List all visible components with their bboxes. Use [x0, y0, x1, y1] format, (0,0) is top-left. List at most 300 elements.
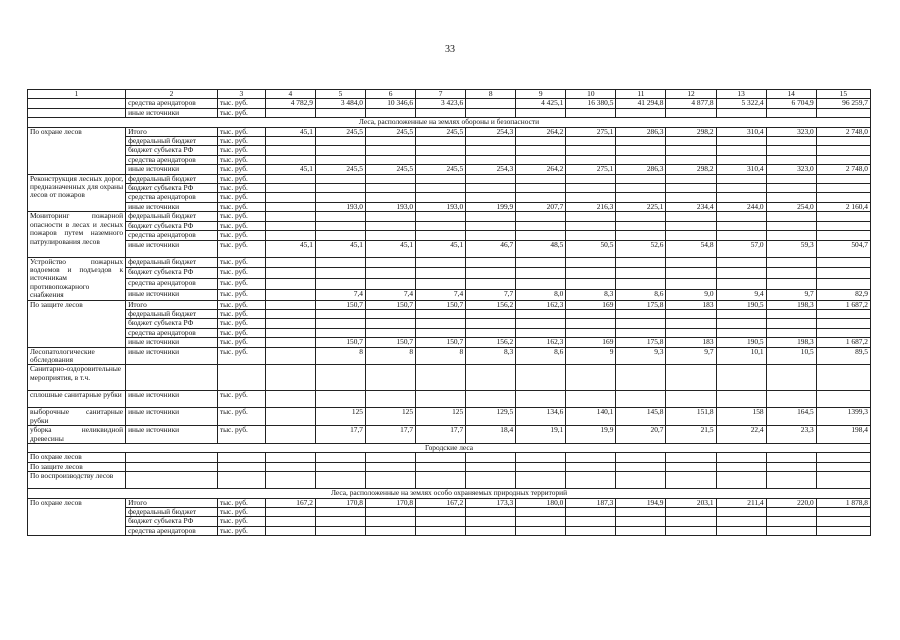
value-cell	[466, 146, 516, 155]
unit: тыс. руб.	[217, 165, 265, 174]
value-cell: 59,3	[766, 240, 816, 257]
activity-name: сплошные санитарные рубки	[28, 391, 126, 408]
value-cell	[366, 221, 416, 230]
value-cell: 193,0	[416, 202, 466, 211]
value-cell	[566, 472, 616, 489]
value-cell	[315, 137, 365, 146]
unit: тыс. руб.	[217, 184, 265, 193]
value-cell: 245,5	[366, 165, 416, 174]
value-cell	[666, 193, 716, 202]
value-cell	[516, 137, 566, 146]
value-cell: 180,0	[516, 498, 566, 507]
value-cell	[516, 472, 566, 489]
value-cell	[616, 472, 666, 489]
value-cell	[416, 365, 466, 391]
value-cell	[716, 184, 766, 193]
value-cell	[566, 365, 616, 391]
table-row	[28, 165, 871, 174]
value-cell	[566, 462, 616, 471]
value-cell: 10,1	[716, 347, 766, 365]
value-cell: 17,7	[366, 426, 416, 444]
table-row	[28, 146, 871, 155]
value-cell	[816, 146, 870, 155]
value-cell: 45,1	[265, 127, 315, 136]
funding-source: иные источники	[126, 426, 218, 444]
value-cell: 150,7	[366, 338, 416, 347]
value-cell	[466, 155, 516, 164]
value-cell: 151,8	[666, 408, 716, 426]
value-cell	[416, 517, 466, 526]
value-cell: 254,3	[466, 127, 516, 136]
value-cell	[265, 289, 315, 300]
value-cell	[616, 328, 666, 337]
value-cell: 145,8	[616, 408, 666, 426]
unit: тыс. руб.	[217, 347, 265, 365]
value-cell	[666, 268, 716, 279]
value-cell	[366, 462, 416, 471]
value-cell: 8	[416, 347, 466, 365]
table-row	[28, 221, 871, 230]
value-cell: 45,1	[265, 240, 315, 257]
table-row	[28, 184, 871, 193]
value-cell: 89,5	[816, 347, 870, 365]
value-cell	[816, 155, 870, 164]
value-cell	[416, 319, 466, 328]
value-cell	[716, 279, 766, 290]
value-cell	[666, 279, 716, 290]
value-cell	[666, 391, 716, 408]
activity-name: выборочные санитарные рубки	[28, 408, 126, 426]
value-cell	[566, 328, 616, 337]
value-cell: 4 877,8	[666, 99, 716, 108]
table-row	[28, 472, 871, 489]
value-cell	[666, 257, 716, 268]
value-cell	[466, 309, 516, 318]
value-cell	[466, 319, 516, 328]
value-cell	[466, 268, 516, 279]
value-cell	[265, 453, 315, 462]
unit: тыс. руб.	[217, 517, 265, 526]
value-cell	[416, 137, 466, 146]
value-cell	[265, 174, 315, 183]
section-title: Леса, расположенные на землях обороны и безопасности	[28, 118, 871, 127]
value-cell	[766, 155, 816, 164]
table-row	[28, 300, 871, 309]
value-cell	[766, 526, 816, 535]
value-cell	[766, 508, 816, 517]
funding-source: иные источники	[126, 408, 218, 426]
value-cell	[566, 517, 616, 526]
value-cell: 23,3	[766, 426, 816, 444]
table-row	[28, 508, 871, 517]
value-cell: 286,3	[616, 165, 666, 174]
unit: тыс. руб.	[217, 300, 265, 309]
value-cell	[366, 279, 416, 290]
value-cell	[716, 472, 766, 489]
value-cell: 48,5	[516, 240, 566, 257]
funding-source	[126, 472, 218, 489]
value-cell	[265, 328, 315, 337]
value-cell	[616, 193, 666, 202]
value-cell: 310,4	[716, 165, 766, 174]
funding-source: иные источники	[126, 108, 218, 117]
unit: тыс. руб.	[217, 309, 265, 318]
value-cell: 17,7	[315, 426, 365, 444]
column-number: 11	[616, 90, 666, 99]
value-cell	[566, 257, 616, 268]
value-cell	[416, 155, 466, 164]
value-cell	[416, 146, 466, 155]
value-cell	[816, 472, 870, 489]
value-cell	[816, 453, 870, 462]
value-cell	[265, 300, 315, 309]
funding-source	[126, 462, 218, 471]
value-cell	[466, 212, 516, 221]
value-cell	[716, 268, 766, 279]
value-cell	[816, 184, 870, 193]
value-cell	[516, 391, 566, 408]
value-cell	[466, 174, 516, 183]
value-cell	[616, 146, 666, 155]
column-number: 14	[766, 90, 816, 99]
funding-source	[126, 365, 218, 391]
activity-name: Лесопатологические обследования	[28, 347, 126, 365]
value-cell	[616, 453, 666, 462]
value-cell: 8,6	[516, 347, 566, 365]
activity-name: По воспроизводству лесов	[28, 472, 126, 489]
value-cell	[766, 462, 816, 471]
value-cell: 245,5	[315, 165, 365, 174]
table-row	[28, 155, 871, 164]
value-cell: 7,4	[315, 289, 365, 300]
value-cell: 187,3	[566, 498, 616, 507]
financing-table	[27, 89, 871, 536]
activity-name: Реконструкция лесных дорог, предназначенных для охраны лесов от пожаров	[28, 174, 126, 212]
value-cell	[366, 108, 416, 117]
value-cell	[516, 146, 566, 155]
unit	[217, 453, 265, 462]
value-cell: 45,1	[315, 240, 365, 257]
value-cell: 1 878,8	[816, 498, 870, 507]
value-cell	[466, 99, 516, 108]
table-row	[28, 338, 871, 347]
value-cell: 275,1	[566, 165, 616, 174]
value-cell	[466, 108, 516, 117]
value-cell: 175,8	[616, 300, 666, 309]
value-cell	[265, 184, 315, 193]
value-cell	[315, 155, 365, 164]
value-cell: 298,2	[666, 165, 716, 174]
value-cell: 150,7	[366, 300, 416, 309]
unit: тыс. руб.	[217, 408, 265, 426]
value-cell	[516, 319, 566, 328]
value-cell	[616, 309, 666, 318]
activity-name: По охране лесов	[28, 453, 126, 462]
value-cell	[416, 268, 466, 279]
value-cell	[666, 137, 716, 146]
value-cell	[716, 453, 766, 462]
value-cell	[516, 174, 566, 183]
table-row	[28, 240, 871, 257]
value-cell: 193,0	[315, 202, 365, 211]
value-cell: 45,1	[366, 240, 416, 257]
value-cell	[566, 212, 616, 221]
value-cell	[265, 231, 315, 240]
table-row	[28, 408, 871, 426]
value-cell: 3 423,6	[416, 99, 466, 108]
value-cell	[716, 108, 766, 117]
value-cell	[766, 193, 816, 202]
value-cell: 193,0	[366, 202, 416, 211]
value-cell: 170,8	[366, 498, 416, 507]
value-cell	[516, 309, 566, 318]
value-cell	[666, 508, 716, 517]
value-cell	[666, 517, 716, 526]
value-cell	[716, 155, 766, 164]
value-cell	[666, 184, 716, 193]
column-number: 9	[516, 90, 566, 99]
value-cell	[315, 108, 365, 117]
value-cell	[816, 328, 870, 337]
value-cell	[516, 526, 566, 535]
value-cell	[566, 526, 616, 535]
value-cell: 9,3	[616, 347, 666, 365]
unit: тыс. руб.	[217, 508, 265, 517]
funding-source: бюджет субъекта РФ	[126, 146, 218, 155]
funding-source: иные источники	[126, 202, 218, 211]
value-cell	[616, 184, 666, 193]
value-cell	[566, 508, 616, 517]
value-cell: 216,3	[566, 202, 616, 211]
value-cell	[716, 365, 766, 391]
value-cell	[416, 462, 466, 471]
value-cell: 10,5	[766, 347, 816, 365]
value-cell	[416, 257, 466, 268]
funding-source: Итого	[126, 498, 218, 507]
funding-source: бюджет субъекта РФ	[126, 517, 218, 526]
value-cell	[366, 472, 416, 489]
funding-source: средства арендаторов	[126, 155, 218, 164]
value-cell	[315, 319, 365, 328]
value-cell	[466, 472, 516, 489]
table-row	[28, 279, 871, 290]
value-cell	[366, 517, 416, 526]
value-cell	[816, 526, 870, 535]
value-cell	[315, 517, 365, 526]
value-cell	[816, 108, 870, 117]
table-row	[28, 391, 871, 408]
value-cell	[265, 426, 315, 444]
value-cell: 134,6	[516, 408, 566, 426]
unit: тыс. руб.	[217, 268, 265, 279]
funding-source: бюджет субъекта РФ	[126, 268, 218, 279]
value-cell	[616, 526, 666, 535]
funding-source: иные источники	[126, 347, 218, 365]
funding-source: средства арендаторов	[126, 193, 218, 202]
value-cell: 9,7	[766, 289, 816, 300]
value-cell: 234,4	[666, 202, 716, 211]
unit: тыс. руб.	[217, 137, 265, 146]
value-cell: 211,4	[716, 498, 766, 507]
value-cell	[666, 221, 716, 230]
value-cell	[315, 328, 365, 337]
funding-source: Итого	[126, 127, 218, 136]
value-cell: 323,0	[766, 127, 816, 136]
value-cell	[566, 193, 616, 202]
value-cell	[315, 365, 365, 391]
value-cell: 19,9	[566, 426, 616, 444]
value-cell: 7,7	[466, 289, 516, 300]
activity-name: По защите лесов	[28, 462, 126, 471]
value-cell	[766, 319, 816, 328]
value-cell: 17,7	[416, 426, 466, 444]
value-cell: 140,1	[566, 408, 616, 426]
column-number: 13	[716, 90, 766, 99]
value-cell	[716, 391, 766, 408]
value-cell	[566, 174, 616, 183]
value-cell	[265, 268, 315, 279]
value-cell	[315, 184, 365, 193]
unit: тыс. руб.	[217, 212, 265, 221]
value-cell	[265, 309, 315, 318]
value-cell: 1 687,2	[816, 300, 870, 309]
value-cell	[816, 365, 870, 391]
value-cell: 8	[366, 347, 416, 365]
funding-source: федеральный бюджет	[126, 174, 218, 183]
value-cell	[616, 221, 666, 230]
value-cell	[566, 391, 616, 408]
unit: тыс. руб.	[217, 338, 265, 347]
unit: тыс. руб.	[217, 426, 265, 444]
value-cell	[366, 257, 416, 268]
value-cell: 156,2	[466, 338, 516, 347]
value-cell	[366, 212, 416, 221]
value-cell	[315, 526, 365, 535]
value-cell: 18,4	[466, 426, 516, 444]
value-cell	[315, 453, 365, 462]
value-cell	[616, 155, 666, 164]
value-cell	[466, 279, 516, 290]
table-row	[28, 137, 871, 146]
value-cell: 45,1	[416, 240, 466, 257]
table-row	[28, 257, 871, 268]
unit: тыс. руб.	[217, 319, 265, 328]
funding-source: Итого	[126, 300, 218, 309]
value-cell: 245,5	[315, 127, 365, 136]
value-cell	[616, 365, 666, 391]
value-cell	[366, 328, 416, 337]
column-number: 15	[816, 90, 870, 99]
value-cell	[416, 184, 466, 193]
value-cell	[466, 221, 516, 230]
unit: тыс. руб.	[217, 526, 265, 535]
value-cell	[566, 319, 616, 328]
value-cell	[616, 174, 666, 183]
section-heading-row	[28, 444, 871, 453]
value-cell	[315, 462, 365, 471]
value-cell	[766, 184, 816, 193]
unit: тыс. руб.	[217, 498, 265, 507]
activity-name: Мониторинг пожарной опасности в лесах и лесных пожаров путем наземного патрулирования лесов	[28, 212, 126, 257]
value-cell	[816, 257, 870, 268]
value-cell	[666, 231, 716, 240]
value-cell: 57,0	[716, 240, 766, 257]
value-cell: 150,7	[315, 338, 365, 347]
value-cell: 162,3	[516, 300, 566, 309]
value-cell	[766, 309, 816, 318]
value-cell: 198,3	[766, 300, 816, 309]
value-cell	[265, 193, 315, 202]
value-cell	[416, 309, 466, 318]
value-cell: 5 322,4	[716, 99, 766, 108]
value-cell	[466, 193, 516, 202]
value-cell	[766, 328, 816, 337]
value-cell: 203,1	[666, 498, 716, 507]
value-cell: 198,4	[816, 426, 870, 444]
value-cell: 82,9	[816, 289, 870, 300]
table-row	[28, 309, 871, 318]
column-number: 7	[416, 90, 466, 99]
value-cell: 9,4	[716, 289, 766, 300]
value-cell: 19,1	[516, 426, 566, 444]
value-cell: 183	[666, 300, 716, 309]
value-cell	[265, 155, 315, 164]
value-cell	[366, 365, 416, 391]
unit: тыс. руб.	[217, 108, 265, 117]
value-cell: 264,2	[516, 127, 566, 136]
value-cell	[466, 462, 516, 471]
funding-source: федеральный бюджет	[126, 508, 218, 517]
value-cell	[716, 231, 766, 240]
activity-name: Устройство пожарных водоемов и подъездов к источникам противопожарного снабжения	[28, 257, 126, 300]
value-cell	[366, 309, 416, 318]
value-cell: 310,4	[716, 127, 766, 136]
value-cell	[616, 391, 666, 408]
value-cell	[766, 146, 816, 155]
value-cell	[416, 193, 466, 202]
value-cell: 16 380,5	[566, 99, 616, 108]
value-cell	[265, 408, 315, 426]
value-cell	[466, 328, 516, 337]
value-cell	[616, 212, 666, 221]
unit: тыс. руб.	[217, 289, 265, 300]
unit: тыс. руб.	[217, 279, 265, 290]
value-cell: 183	[666, 338, 716, 347]
value-cell: 8,3	[566, 289, 616, 300]
value-cell	[265, 365, 315, 391]
value-cell	[366, 137, 416, 146]
value-cell	[666, 155, 716, 164]
value-cell	[816, 174, 870, 183]
value-cell	[466, 391, 516, 408]
value-cell	[466, 453, 516, 462]
value-cell	[716, 319, 766, 328]
unit: тыс. руб.	[217, 231, 265, 240]
value-cell	[766, 391, 816, 408]
header-row	[28, 90, 871, 99]
value-cell	[666, 108, 716, 117]
value-cell	[566, 155, 616, 164]
funding-source: федеральный бюджет	[126, 137, 218, 146]
value-cell	[816, 212, 870, 221]
value-cell	[466, 517, 516, 526]
value-cell	[666, 472, 716, 489]
value-cell	[466, 365, 516, 391]
value-cell	[366, 526, 416, 535]
value-cell	[566, 108, 616, 117]
value-cell: 2 748,0	[816, 165, 870, 174]
value-cell	[416, 279, 466, 290]
